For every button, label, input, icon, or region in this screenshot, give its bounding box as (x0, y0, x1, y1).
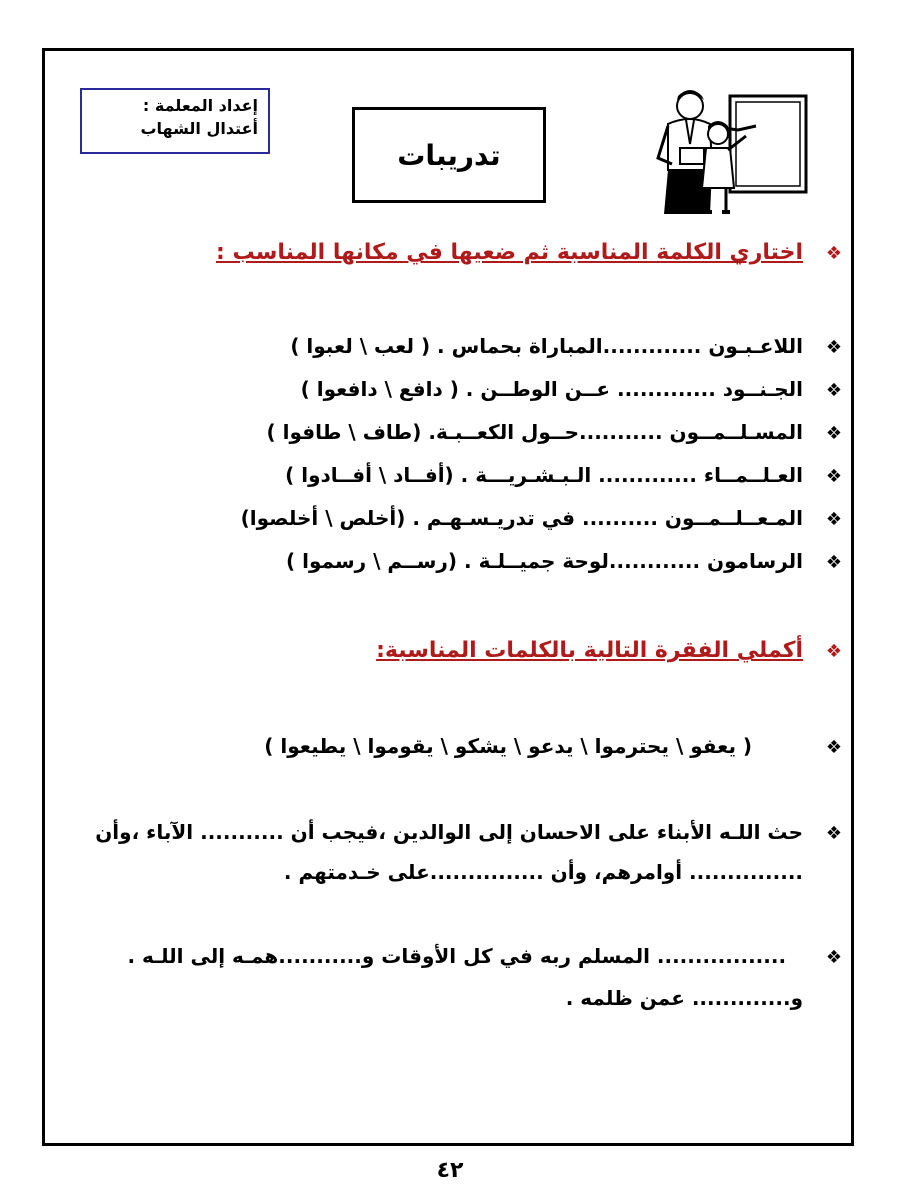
bullet-icon: ❖ (825, 380, 842, 401)
section1-instruction: اختاري الكلمة المناسبة ثم ضعيها في مكانها المناسب : (216, 240, 804, 265)
exercise-item (267, 418, 842, 448)
paragraph-text: ................. المسلم ربه في كل الأوقات و...........همـه إلى اللـه . (127, 944, 787, 968)
exercise-item (301, 375, 842, 405)
paragraph1-line1 (95, 818, 842, 848)
page-number: ٤٢ (436, 1158, 464, 1183)
exercise-item (241, 504, 842, 534)
exercise-text: المسـلــمــون ...........حــول الكعــبـة. (طاف \ طافوا ) (266, 420, 804, 444)
page-title-box (352, 107, 546, 203)
exercise-item (285, 461, 842, 491)
section2-instruction-row (376, 636, 842, 666)
exercise-text: اللاعـبـون .............المباراة بحماس . ( لعب \ لعبوا ) (290, 334, 804, 358)
bullet-icon: ❖ (825, 737, 842, 758)
exercise-text: العـلــمــاء ............. الـبـشـريـــة . (أفــاد \ أفــادوا ) (285, 463, 804, 487)
exercise-text: المـعــلــمــون .......... في تدريـسـهـم . (أخلص \ أخلصوا) (240, 506, 804, 530)
teacher-label: إعداد المعلمة : (142, 96, 258, 115)
bullet-icon: ❖ (825, 337, 842, 358)
bullet-icon: ❖ (825, 423, 842, 444)
teacher-credit-box (80, 88, 270, 154)
teacher-student-clipart (638, 84, 816, 216)
word-bank-row (264, 732, 842, 762)
paragraph-text: و............. عمن ظلمه . (565, 986, 804, 1010)
paragraph-text: حث اللـه الأبناء على الاحسان إلى الوالدين ،فيجب أن ........... الآباء ،وأن (95, 820, 804, 844)
word-bank: ( يعفو \ يحترموا \ يدعو \ يشكو \ يقوموا \ يطيعوا ) (264, 734, 753, 758)
bullet-icon: ❖ (825, 509, 842, 530)
bullet-icon: ❖ (825, 243, 842, 264)
page-title: تدريبات (397, 138, 501, 172)
exercise-item (286, 547, 842, 577)
bullet-icon: ❖ (825, 641, 842, 662)
paragraph1-line2 (284, 858, 842, 886)
section1-instruction-row (216, 238, 842, 268)
section2-instruction: أكملي الفقرة التالية بالكلمات المناسبة: (376, 638, 804, 663)
paragraph-text: ............... أوامرهم، وأن ...............على خـدمتهم . (283, 860, 804, 884)
paragraph2-line1 (127, 942, 842, 972)
paragraph2-line2 (566, 984, 842, 1012)
exercise-text: الجـنــود ............. عــن الوطــن . ( دافع \ دافعوا ) (300, 377, 804, 401)
bullet-icon: ❖ (825, 947, 842, 968)
bullet-icon: ❖ (825, 466, 842, 487)
bullet-icon: ❖ (825, 552, 842, 573)
bullet-icon: ❖ (825, 823, 842, 844)
exercise-text: الرسامون ............لوحة جميــلـة . (رســم \ رسموا ) (286, 549, 804, 573)
exercise-item (290, 332, 842, 362)
teacher-name: أعتدال الشهاب (140, 119, 258, 138)
